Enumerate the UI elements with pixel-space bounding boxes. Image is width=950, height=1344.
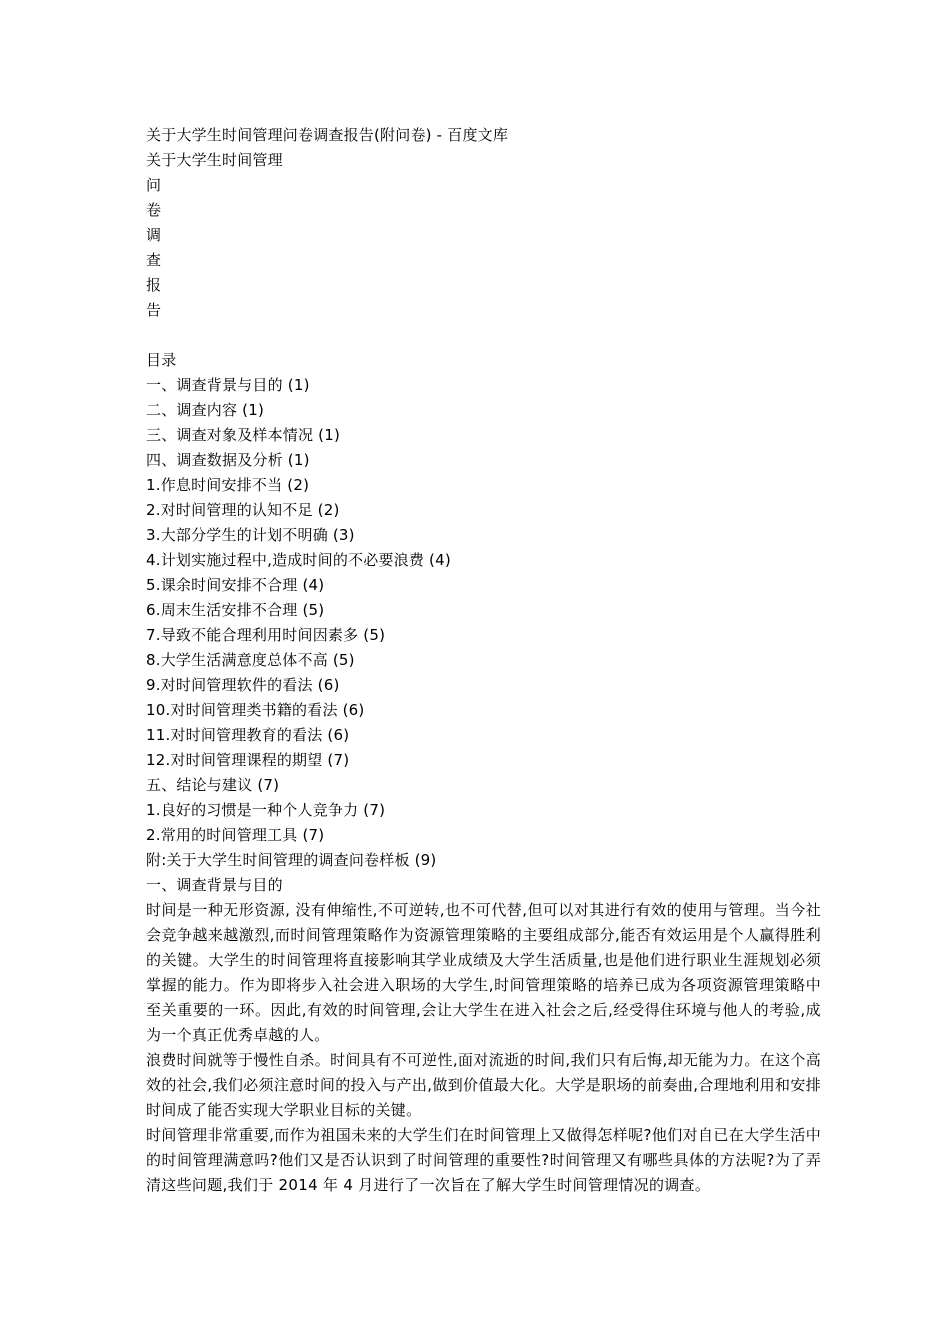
toc-item: 12.对时间管理课程的期望 (7) bbox=[146, 751, 350, 769]
toc-item: 9.对时间管理软件的看法 (6) bbox=[146, 676, 340, 694]
document-title: 关于大学生时间管理问卷调查报告(附问卷) - 百度文库 bbox=[146, 126, 509, 144]
vertical-char: 问 bbox=[146, 176, 162, 194]
vertical-char: 告 bbox=[146, 301, 162, 319]
vertical-char: 卷 bbox=[146, 201, 162, 219]
toc-item: 1.作息时间安排不当 (2) bbox=[146, 476, 310, 494]
toc-item: 二、调查内容 (1) bbox=[146, 401, 265, 419]
toc-item: 7.导致不能合理利用时间因素多 (5) bbox=[146, 626, 386, 644]
toc-item: 一、调查背景与目的 (1) bbox=[146, 376, 310, 394]
vertical-char: 查 bbox=[146, 251, 162, 269]
document-page bbox=[146, 123, 826, 1198]
toc-item: 4.计划实施过程中,造成时间的不必要浪费 (4) bbox=[146, 551, 451, 569]
toc-item: 2.常用的时间管理工具 (7) bbox=[146, 826, 325, 844]
toc-item: 三、调查对象及样本情况 (1) bbox=[146, 426, 341, 444]
section-heading: 一、调查背景与目的 bbox=[146, 876, 283, 894]
vertical-char: 报 bbox=[146, 276, 162, 294]
table-of-contents bbox=[146, 373, 826, 873]
toc-heading: 目录 bbox=[146, 351, 177, 369]
body-paragraph: 时间管理非常重要,而作为祖国未来的大学生们在时间管理上又做得怎样呢?他们对自已在大学生活中的时间管理满意吗?他们又是否认识到了时间管理的重要性?时间管理又有哪些具体的方法呢?为了弄清这些问题,我们于 2014 年 4 月进行了一次旨在了解大学生时间管理情况的调查。 bbox=[146, 1126, 821, 1194]
toc-item: 11.对时间管理教育的看法 (6) bbox=[146, 726, 350, 744]
toc-item: 10.对时间管理类书籍的看法 (6) bbox=[146, 701, 365, 719]
toc-item: 2.对时间管理的认知不足 (2) bbox=[146, 501, 340, 519]
toc-item: 5.课余时间安排不合理 (4) bbox=[146, 576, 325, 594]
toc-item: 五、结论与建议 (7) bbox=[146, 776, 280, 794]
blank-line bbox=[146, 323, 826, 348]
vertical-title bbox=[146, 173, 826, 323]
toc-item: 四、调查数据及分析 (1) bbox=[146, 451, 310, 469]
toc-item: 3.大部分学生的计划不明确 (3) bbox=[146, 526, 355, 544]
body-paragraph: 浪费时间就等于慢性自杀。时间具有不可逆性,面对流逝的时间,我们只有后悔,却无能为力。在这个高效的社会,我们必须注意时间的投入与产出,做到价值最大化。大学是职场的前奏曲,合理地利用和安排时间成了能否实现大学职业目标的关键。 bbox=[146, 1051, 821, 1119]
toc-item: 附:关于大学生时间管理的调查问卷样板 (9) bbox=[146, 851, 437, 869]
toc-item: 6.周末生活安排不合理 (5) bbox=[146, 601, 325, 619]
document-subtitle: 关于大学生时间管理 bbox=[146, 151, 283, 169]
toc-item: 8.大学生活满意度总体不高 (5) bbox=[146, 651, 355, 669]
toc-item: 1.良好的习惯是一种个人竞争力 (7) bbox=[146, 801, 386, 819]
vertical-char: 调 bbox=[146, 226, 162, 244]
body-paragraph: 时间是一种无形资源, 没有伸缩性,不可逆转,也不可代替,但可以对其进行有效的使用与管理。当今社会竞争越来越激烈,而时间管理策略作为资源管理策略的主要组成部分,能否有效运用是个人赢得胜利的关键。大学生的时间管理将直接影响其学业成绩及大学生活质量,也是他们进行职业生涯规划必须掌握的能力。作为即将步入社会进入职场的大学生,时间管理策略的培养已成为各项资源管理策略中至关重要的一环。因此,有效的时间管理,会让大学生在进入社会之后,经受得住环境与他人的考验,成为一个真正优秀卓越的人。 bbox=[146, 901, 821, 1044]
